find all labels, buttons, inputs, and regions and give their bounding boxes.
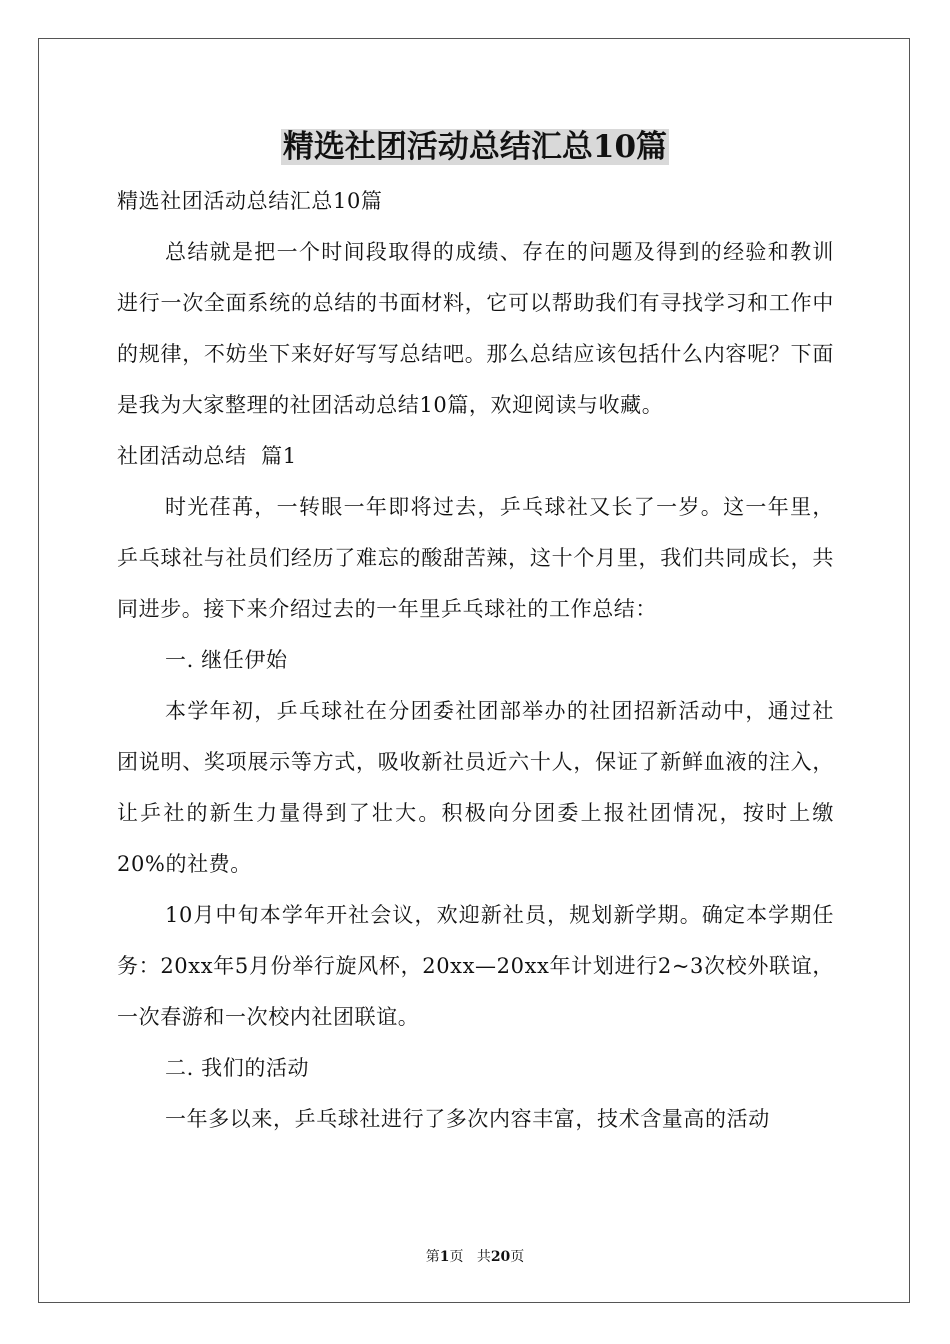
document-title [0,126,950,168]
document-title-text: 精选社团活动总结汇总10篇 [282,129,668,165]
body-subtitle: 精选社团活动总结汇总10篇 [117,189,383,213]
page-label-prefix: 第 [425,1249,440,1265]
page-footer [0,1248,950,1266]
subheading: 一. 继任伊始 [165,648,288,672]
section-heading: 社团活动总结 篇1 [117,444,297,468]
body-paragraph: 10月中旬本学年开社会议，欢迎新社员，规划新学期。确定本学期任务：20xx年5月份举行旋风杯，20xx—20xx年计划进行2~3次校外联谊，一次春游和一次校内社团联谊。 [117,903,834,1029]
total-label-suffix: 页 [510,1249,525,1265]
document-body [117,176,834,1145]
total-pages: 20 [490,1249,511,1265]
intro-paragraph: 总结就是把一个时间段取得的成绩、存在的问题及得到的经验和教训进行一次全面系统的总结的书面材料，它可以帮助我们有寻找学习和工作中的规律，不妨坐下来好好写写总结吧。那么总结应该包括什么内容呢？下面是我为大家整理的社团活动总结10篇，欢迎阅读与收藏。 [117,240,834,417]
body-paragraph: 本学年初，乒乓球社在分团委社团部举办的社团招新活动中，通过社团说明、奖项展示等方式，吸收新社员近六十人，保证了新鲜血液的注入，让乒社的新生力量得到了壮大。积极向分团委上报社团情况，按时上缴20%的社费。 [117,699,834,876]
page-label-suffix: 页 [449,1249,464,1265]
subheading: 二. 我们的活动 [165,1056,310,1080]
page-number: 1 [439,1249,450,1265]
body-paragraph: 一年多以来，乒乓球社进行了多次内容丰富，技术含量高的活动 [165,1107,770,1131]
body-paragraph: 时光荏苒，一转眼一年即将过去，乒乓球社又长了一岁。这一年里，乒乓球社与社员们经历了难忘的酸甜苦辣，这十个月里，我们共同成长，共同进步。接下来介绍过去的一年里乒乓球社的工作总结： [117,495,834,621]
total-label-prefix: 共 [476,1249,491,1265]
